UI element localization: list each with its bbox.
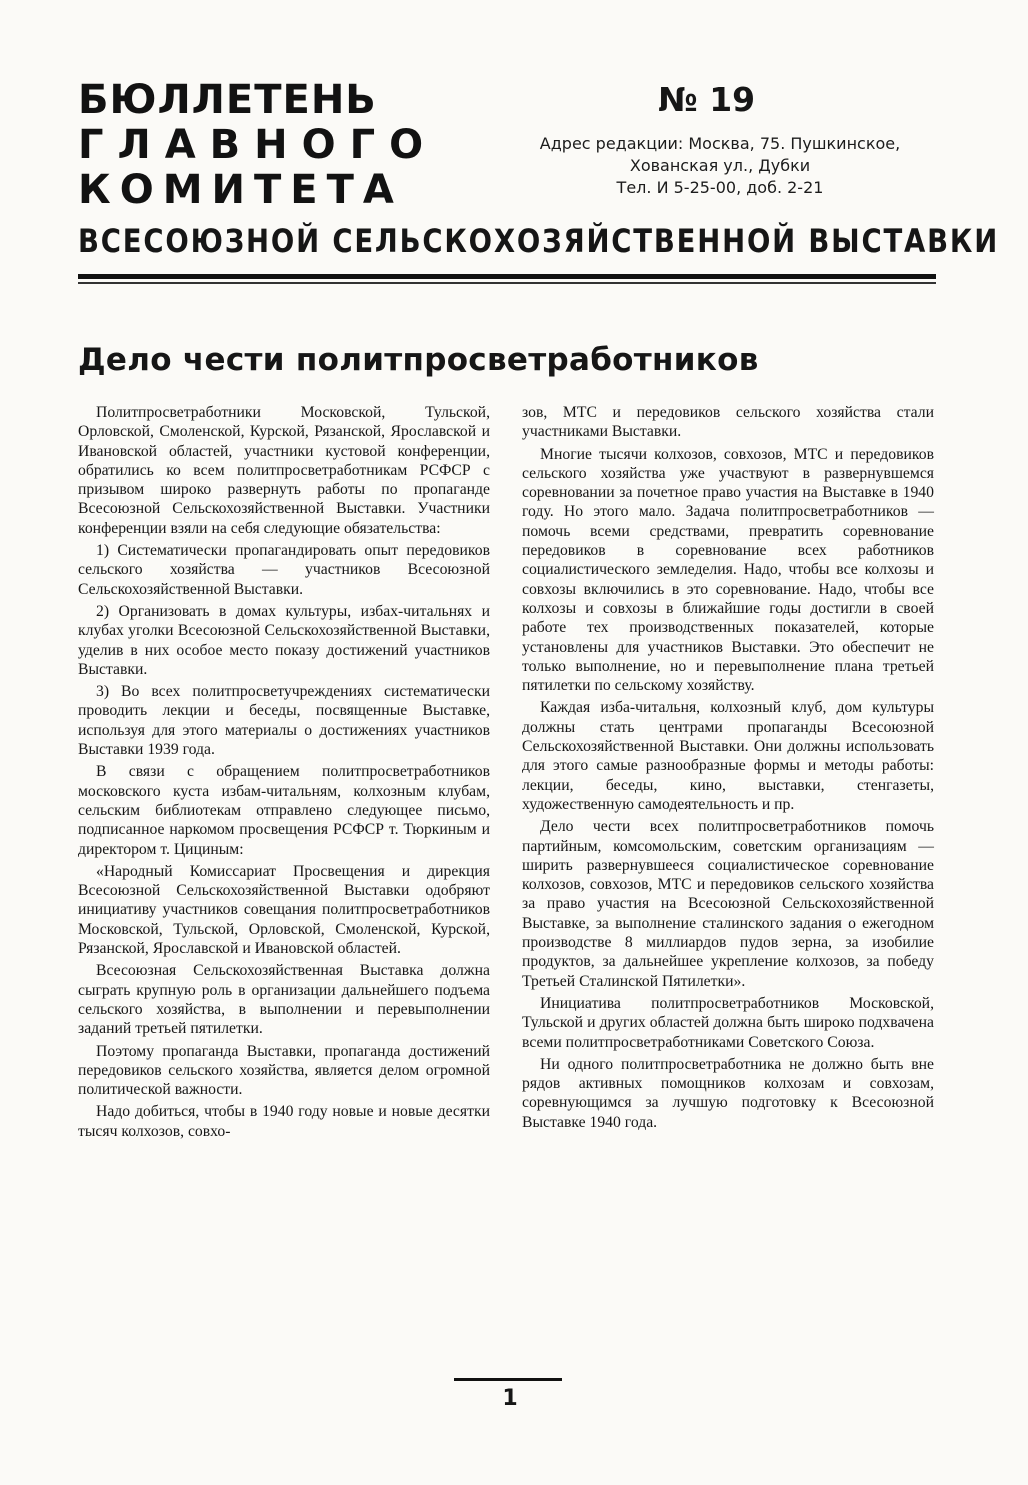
masthead-title bbox=[78, 77, 438, 213]
masthead-subtitle: ВСЕСОЮЗНОЙ СЕЛЬСКОХОЗЯЙСТВЕННОЙ ВЫСТАВКИ bbox=[78, 222, 1000, 260]
address-line: Тел. И 5-25-00, доб. 2-21 bbox=[616, 178, 824, 197]
article-column-right bbox=[522, 403, 934, 1135]
paragraph: «Народный Комиссариат Просвещения и дирекция Всесоюзной Сельскохозяйственной Выставки одобряют инициативу участников совещания политпросветработников Московской, Тульской, Орловской, Смоленской, Курской, Рязанской, Ярославской и Ивановской областей. bbox=[78, 862, 490, 958]
paragraph: Ни одного политпросветработника не должно быть вне рядов активных помощников колхозам и совхозам, соревнующимся за лучшую подготовку к Всесоюзной Выставке 1940 года. bbox=[522, 1055, 934, 1131]
article-column-left bbox=[78, 403, 490, 1144]
paragraph: Политпросветработники Московской, Тульской, Орловской, Смоленской, Курской, Рязанской, Ярославской и Ивановской областей, участники кустовой конференции, обратились ко всем политпросветработникам РСФСР с призывом широко развернуть работы по пропаганде Всесоюзной Сельскохозяйственной Выставки. Участники конференции взяли на себя следующие обязательства: bbox=[78, 404, 490, 537]
masthead-title-line: ГЛАВНОГО bbox=[78, 122, 438, 168]
editorial-address bbox=[500, 133, 940, 199]
paragraph: Дело чести всех политпросветработников помочь партийным, комсомольским, советским организациям — ширить развернувшееся социалистическое соревнование колхозов, совхозов, МТС и передовиков сельского хозяйства за право участия на Всесоюзной Сельскохозяйственной Выставке, за выполнение сталинского задания о ежегодном производстве 8 миллиардов пудов зерна, за изобилие продуктов, за дальнейшее укрепление колхозов, за победу Третьей Сталинской Пятилетки». bbox=[522, 818, 934, 990]
paragraph: Каждая изба-читальня, колхозный клуб, дом культуры должны стать центрами пропаганды Всесоюзной Сельскохозяйственной Выставки. Они должны использовать для этого самые разнообразные формы и методы работы: лекции, беседы, кино, выставки, стенгазеты, художественную самодеятельность и пр. bbox=[522, 699, 934, 813]
paragraph: В связи с обращением политпросветработников московского куста избам-читальням, колхозным клубам, сельским библиотекам отправлено следующее письмо, подписанное наркомом просвещения РСФСР т. Тюркиным и директором т. Цициным: bbox=[78, 763, 490, 858]
paragraph: 2) Организовать в домах культуры, избах-читальнях и клубах уголки Всесоюзной Сельскохозяйственной Выставки, уделив в них особое место показу достижений участников Выставки. bbox=[78, 602, 490, 678]
paragraph: Надо добиться, чтобы в 1940 году новые и новые десятки тысяч колхозов, совхо- bbox=[78, 1103, 490, 1140]
paragraph: 1) Систематически пропагандировать опыт передовиков сельского хозяйства — участников Всесоюзной Сельскохозяйственной Выставки. bbox=[78, 542, 490, 598]
paragraph: зов, МТС и передовиков сельского хозяйства стали участниками Выставки. bbox=[522, 404, 934, 441]
masthead-rule bbox=[78, 274, 936, 279]
paragraph: 3) Во всех политпросветучреждениях систематически проводить лекции и беседы, посвященные Выставке, используя для этого материалы о достижениях участников Выставки 1939 года. bbox=[78, 683, 490, 759]
paragraph: Поэтому пропаганда Выставки, пропаганда достижений передовиков сельского хозяйства, является делом огромной политической важности. bbox=[78, 1042, 490, 1099]
article-headline: Дело чести политпросветработников bbox=[78, 342, 759, 378]
address-line: Хованская ул., Дубки bbox=[629, 156, 811, 175]
paragraph: Всесоюзная Сельскохозяйственная Выставка должна сыграть крупную роль в организации дальнейшего подъема сельского хозяйства, в выполнении и перевыполнении заданий третьей пятилетки. bbox=[78, 962, 490, 1038]
page-number: 1 bbox=[502, 1386, 518, 1411]
issue-number: № 19 bbox=[658, 80, 756, 119]
masthead-rule-thin bbox=[78, 282, 936, 284]
address-line: Адрес редакции: Москва, 75. Пушкинское, bbox=[539, 134, 901, 153]
masthead-title-line: БЮЛЛЕТЕНЬ bbox=[78, 77, 377, 123]
masthead-title-line: КОМИТЕТА bbox=[78, 167, 403, 213]
paragraph: Инициатива политпросветработников Московской, Тульской и других областей должна быть широко подхвачена всеми политпросветработниками Советского Союза. bbox=[522, 994, 934, 1051]
footer-rule bbox=[454, 1378, 562, 1381]
paragraph: Многие тысячи колхозов, совхозов, МТС и передовиков сельского хозяйства уже участвуют в развернувшемся соревновании за почетное право участия на Выставке в 1940 году. Но этого мало. Задача политпросветработников — помочь всеми средствами, превратить соревнование передовиков в соревнование всех работников социалистического земледелия. Надо, чтобы все колхозы и совхозы включились в это соревнование. Надо, чтобы все колхозы и совхозы в ближайшие годы достигли в своей работе тех производственных показателей, которые установлены для участников Выставки. Это обеспечит не только выполнение, но и перевыполнение плана третьей пятилетки по сельскому хозяйству. bbox=[522, 445, 934, 695]
